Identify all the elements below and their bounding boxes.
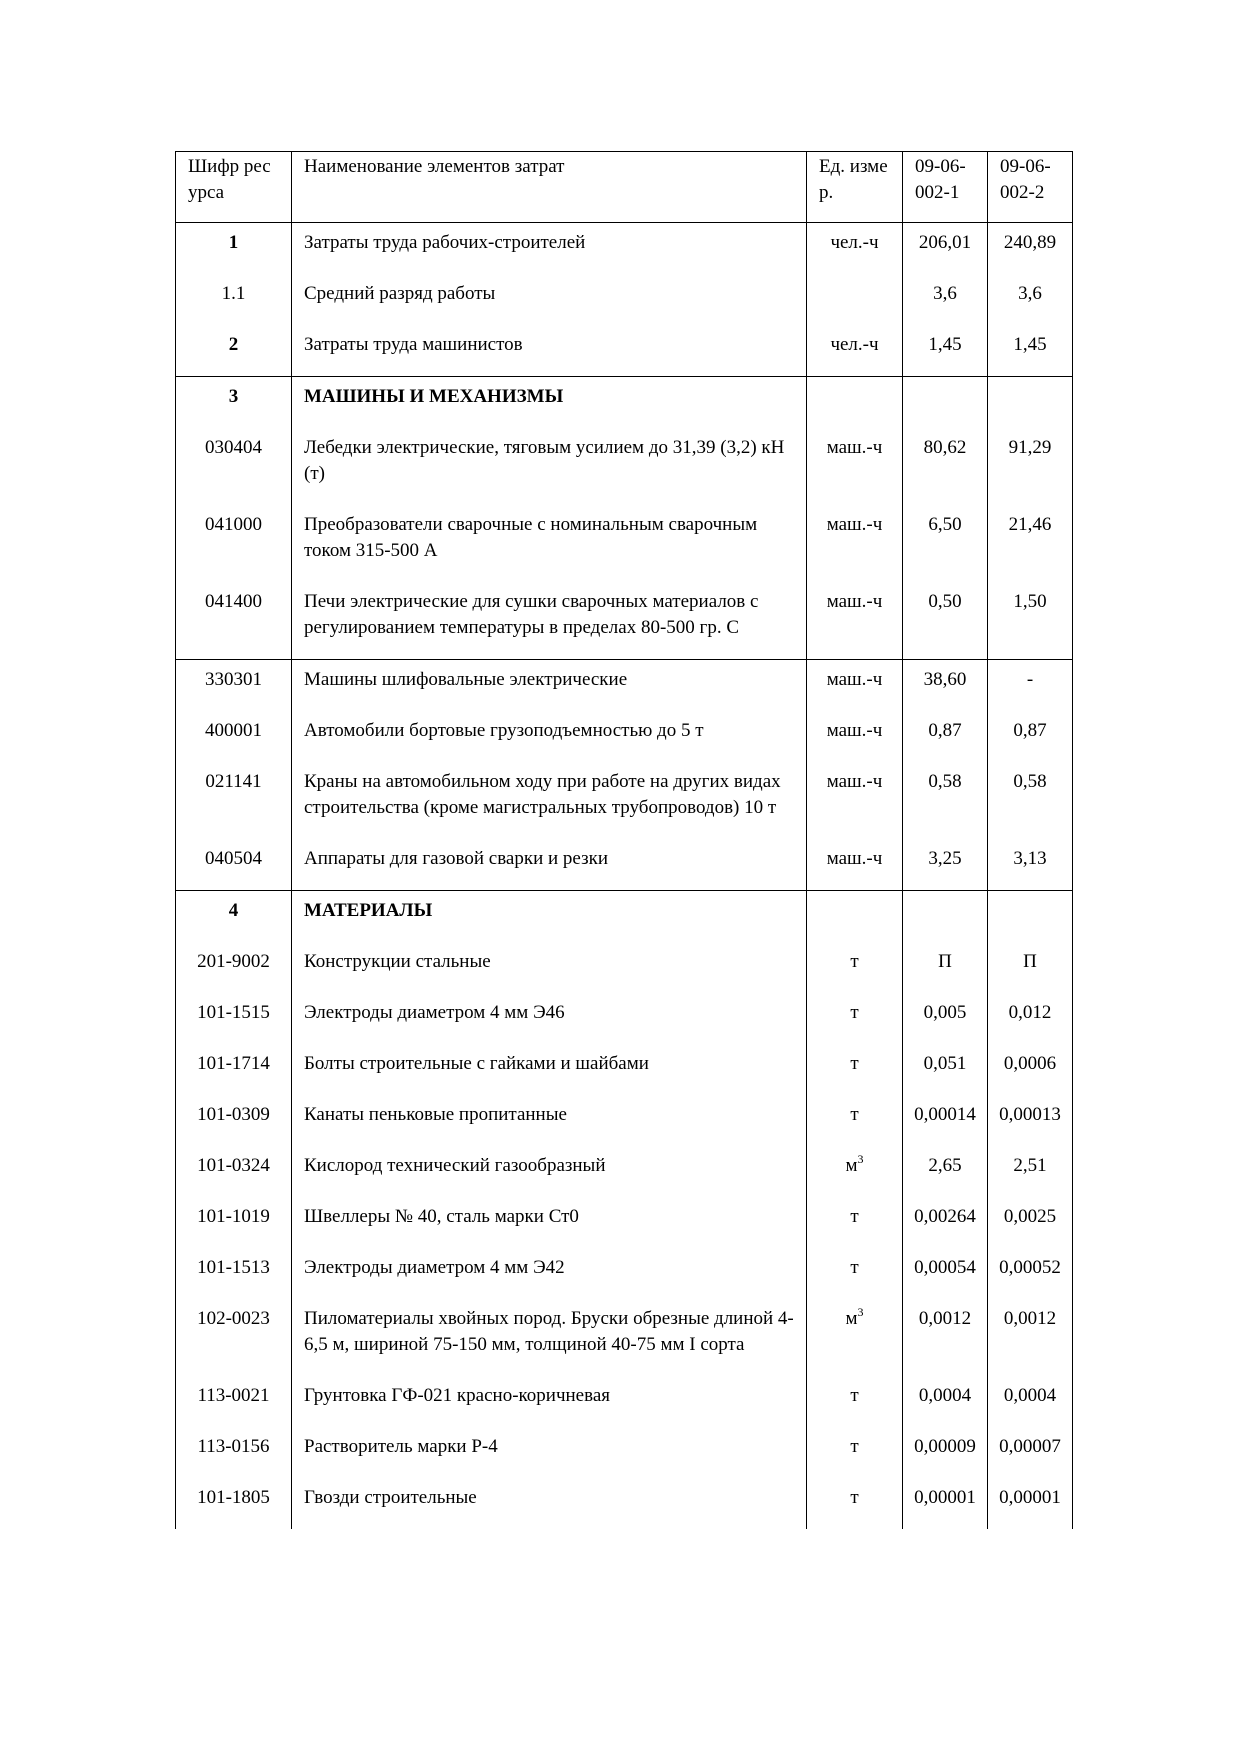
resource-unit-text: т (850, 1436, 859, 1457)
resource-code (176, 711, 292, 762)
resource-unit-text: маш.-ч (826, 720, 883, 741)
resource-code-text: 021141 (205, 771, 262, 792)
value-col2 (988, 1427, 1073, 1478)
value-col2 (988, 762, 1073, 839)
resource-unit-text: чел.-ч (830, 232, 879, 253)
resource-unit-text: чел.-ч (830, 334, 879, 355)
table-row (176, 762, 1073, 839)
value-col1-text: 0,00264 (914, 1206, 976, 1227)
resource-unit (807, 377, 903, 429)
value-col2-text: 0,012 (1008, 1002, 1052, 1023)
resource-code-text: 101-1805 (197, 1487, 270, 1508)
value-col1-text: 206,01 (918, 232, 972, 253)
value-col1-text: 0,00001 (914, 1487, 976, 1508)
resource-name-text: Краны на автомобильном ходу при работе на других видах строительства (кроме магистральных трубопроводов) 10 т (304, 771, 781, 818)
resource-unit-text: т (850, 1104, 859, 1125)
resource-code-text: 101-1714 (197, 1053, 270, 1074)
value-col2-text: 3,6 (1018, 283, 1042, 304)
resource-name (292, 377, 807, 429)
value-col2-text: 0,0025 (1003, 1206, 1057, 1227)
resource-code-text: 1 (228, 232, 239, 253)
value-col1 (903, 711, 988, 762)
resource-code (176, 1427, 292, 1478)
resource-unit (807, 505, 903, 582)
value-col2 (988, 582, 1073, 660)
value-col1-text: 2,65 (928, 1155, 962, 1176)
value-col1-text: 3,6 (933, 283, 957, 304)
value-col1 (903, 582, 988, 660)
resource-name (292, 1197, 807, 1248)
resource-name-text: МАТЕРИАЛЫ (304, 900, 433, 921)
resource-code (176, 942, 292, 993)
value-col2-text: 91,29 (1008, 437, 1052, 458)
value-col1 (903, 891, 988, 943)
value-col2 (988, 1146, 1073, 1197)
value-col1 (903, 839, 988, 891)
resource-unit (807, 1095, 903, 1146)
resource-name-text: Швеллеры № 40, сталь марки Ст0 (304, 1206, 579, 1227)
table-row (176, 1197, 1073, 1248)
value-col2-text: 0,58 (1013, 771, 1047, 792)
header-name: Наименование элементов затрат (292, 152, 807, 223)
value-col1-text: 1,45 (928, 334, 962, 355)
value-col1-text: П (938, 951, 952, 972)
resource-unit (807, 993, 903, 1044)
resource-unit (807, 711, 903, 762)
value-col2-text: 0,0006 (1003, 1053, 1057, 1074)
table-row (176, 711, 1073, 762)
resource-unit (807, 274, 903, 325)
resource-name (292, 582, 807, 660)
value-col2-text: 2,51 (1013, 1155, 1047, 1176)
resource-name-text: Канаты пеньковые пропитанные (304, 1104, 567, 1125)
value-col2-text: 3,13 (1013, 848, 1047, 869)
resource-unit (807, 1478, 903, 1529)
resource-code (176, 274, 292, 325)
value-col1 (903, 942, 988, 993)
resource-code (176, 1299, 292, 1376)
table-row (176, 660, 1073, 712)
resource-name (292, 891, 807, 943)
resource-unit (807, 839, 903, 891)
table-row (176, 1478, 1073, 1529)
resource-code-text: 102-0023 (197, 1308, 270, 1329)
value-col1 (903, 1197, 988, 1248)
resource-unit (807, 1427, 903, 1478)
value-col2 (988, 993, 1073, 1044)
table-row (176, 325, 1073, 377)
value-col2-text: 21,46 (1008, 514, 1052, 535)
resource-code (176, 1146, 292, 1197)
resource-table (175, 151, 1073, 1529)
value-col1 (903, 1044, 988, 1095)
resource-unit-text: маш.-ч (826, 514, 883, 535)
value-col2-text: 0,00052 (999, 1257, 1061, 1278)
resource-code (176, 1376, 292, 1427)
resource-name (292, 505, 807, 582)
resource-name (292, 1095, 807, 1146)
value-col2 (988, 1197, 1073, 1248)
resource-code-text: 101-0309 (197, 1104, 270, 1125)
resource-name (292, 1478, 807, 1529)
resource-name (292, 274, 807, 325)
resource-code-text: 1.1 (221, 283, 246, 304)
value-col2 (988, 325, 1073, 377)
value-col1-text: 0,00009 (914, 1436, 976, 1457)
value-col2-text: 0,0012 (1003, 1308, 1057, 1329)
value-col1-text: 0,00054 (914, 1257, 976, 1278)
table-row (176, 274, 1073, 325)
resource-code-text: 201-9002 (197, 951, 270, 972)
value-col1 (903, 1146, 988, 1197)
value-col2 (988, 505, 1073, 582)
value-col2 (988, 942, 1073, 993)
table-row (176, 1095, 1073, 1146)
resource-code (176, 1478, 292, 1529)
resource-code (176, 891, 292, 943)
value-col1-text: 0,051 (923, 1053, 967, 1074)
resource-name-text: Грунтовка ГФ-021 красно-коричневая (304, 1385, 611, 1406)
resource-code (176, 993, 292, 1044)
resource-name-text: Болты строительные с гайками и шайбами (304, 1053, 649, 1074)
value-col2-text: 1,50 (1013, 591, 1047, 612)
value-col2 (988, 660, 1073, 712)
resource-name (292, 1044, 807, 1095)
value-col1 (903, 325, 988, 377)
value-col2 (988, 377, 1073, 429)
resource-code (176, 1095, 292, 1146)
resource-name (292, 839, 807, 891)
resource-unit-text: маш.-ч (826, 437, 883, 458)
resource-name-text: Затраты труда рабочих-строителей (304, 232, 586, 253)
resource-code (176, 1197, 292, 1248)
resource-name (292, 1248, 807, 1299)
resource-unit-text: маш.-ч (826, 771, 883, 792)
unit-superscript: 3 (857, 1152, 864, 1166)
resource-unit-text: маш.-ч (826, 591, 883, 612)
resource-code-text: 101-1513 (197, 1257, 270, 1278)
resource-code (176, 582, 292, 660)
resource-unit (807, 942, 903, 993)
value-col2 (988, 428, 1073, 505)
resource-code-text: 2 (228, 334, 239, 355)
resource-code (176, 505, 292, 582)
header-col2: 09-06-002-2 (988, 152, 1073, 223)
resource-name (292, 1299, 807, 1376)
value-col1-text: 6,50 (928, 514, 962, 535)
resource-name (292, 993, 807, 1044)
value-col1 (903, 660, 988, 712)
value-col1 (903, 428, 988, 505)
value-col1 (903, 1478, 988, 1529)
resource-unit (807, 1044, 903, 1095)
resource-unit-text: м (845, 1308, 858, 1329)
value-col1 (903, 1376, 988, 1427)
resource-code-text: 400001 (205, 720, 262, 741)
resource-unit (807, 582, 903, 660)
resource-unit (807, 660, 903, 712)
resource-code-text: 4 (228, 900, 239, 921)
header-unit: Ед. измер. (807, 152, 903, 223)
resource-code (176, 223, 292, 275)
resource-name (292, 711, 807, 762)
value-col1 (903, 1248, 988, 1299)
value-col2 (988, 1095, 1073, 1146)
header-code: Шифр ресурса (176, 152, 292, 223)
value-col2 (988, 1478, 1073, 1529)
table-row (176, 582, 1073, 660)
resource-name-text: Аппараты для газовой сварки и резки (304, 848, 608, 869)
resource-name-text: Кислород технический газообразный (304, 1155, 606, 1176)
resource-code-text: 040504 (205, 848, 262, 869)
resource-name-text: Автомобили бортовые грузоподъемностью до 5 т (304, 720, 704, 741)
resource-unit (807, 1197, 903, 1248)
table-row (176, 505, 1073, 582)
resource-name-text: Конструкции стальные (304, 951, 491, 972)
value-col1 (903, 762, 988, 839)
resource-name-text: Растворитель марки Р-4 (304, 1436, 498, 1457)
resource-code (176, 1044, 292, 1095)
resource-unit-text: маш.-ч (826, 669, 883, 690)
value-col1 (903, 505, 988, 582)
value-col1-text: 0,87 (928, 720, 962, 741)
value-col1-text: 80,62 (923, 437, 967, 458)
table-row (176, 1376, 1073, 1427)
value-col2-text: 0,0004 (1003, 1385, 1057, 1406)
unit-superscript: 3 (857, 1305, 864, 1319)
resource-code (176, 1248, 292, 1299)
resource-unit (807, 325, 903, 377)
value-col2-text: 0,00001 (999, 1487, 1061, 1508)
resource-code-text: 041000 (205, 514, 262, 535)
value-col1-text: 0,00014 (914, 1104, 976, 1125)
header-col1: 09-06-002-1 (903, 152, 988, 223)
resource-name-text: Затраты труда машинистов (304, 334, 523, 355)
resource-name (292, 1427, 807, 1478)
table-header-row (176, 152, 1073, 223)
resource-name-text: Электроды диаметром 4 мм Э46 (304, 1002, 565, 1023)
table-row (176, 223, 1073, 275)
resource-name (292, 223, 807, 275)
resource-code-text: 041400 (205, 591, 262, 612)
resource-unit-text: т (850, 1487, 859, 1508)
table-row (176, 942, 1073, 993)
resource-code-text: 101-1019 (197, 1206, 270, 1227)
value-col2 (988, 839, 1073, 891)
resource-name-text: Электроды диаметром 4 мм Э42 (304, 1257, 565, 1278)
resource-unit (807, 1376, 903, 1427)
value-col1 (903, 1427, 988, 1478)
value-col1-text: 0,0012 (918, 1308, 972, 1329)
resource-code-text: 101-1515 (197, 1002, 270, 1023)
value-col1 (903, 223, 988, 275)
resource-name (292, 1376, 807, 1427)
resource-unit (807, 1299, 903, 1376)
resource-code (176, 762, 292, 839)
value-col2-text: 1,45 (1013, 334, 1047, 355)
resource-code-text: 330301 (205, 669, 262, 690)
resource-code (176, 377, 292, 429)
value-col2 (988, 223, 1073, 275)
resource-unit-text: т (850, 1385, 859, 1406)
table-row (176, 839, 1073, 891)
resource-name (292, 325, 807, 377)
resource-code (176, 839, 292, 891)
value-col1-text: 38,60 (923, 669, 967, 690)
resource-code-text: 3 (228, 386, 239, 407)
table-row (176, 1044, 1073, 1095)
resource-unit (807, 762, 903, 839)
table-row (176, 1146, 1073, 1197)
value-col2-text: П (1023, 951, 1037, 972)
value-col1 (903, 274, 988, 325)
table-row (176, 1427, 1073, 1478)
value-col2-text: 0,00013 (999, 1104, 1061, 1125)
value-col1 (903, 1299, 988, 1376)
table-row (176, 1248, 1073, 1299)
resource-unit-text: маш.-ч (826, 848, 883, 869)
table-body (176, 223, 1073, 1530)
table-row (176, 993, 1073, 1044)
value-col2-text: 0,87 (1013, 720, 1047, 741)
table-row (176, 891, 1073, 943)
resource-unit (807, 1248, 903, 1299)
value-col2 (988, 1376, 1073, 1427)
resource-name (292, 762, 807, 839)
resource-code-text: 030404 (205, 437, 262, 458)
value-col1 (903, 1095, 988, 1146)
resource-unit-text: м (845, 1155, 858, 1176)
resource-name-text: Печи электрические для сушки сварочных материалов с регулированием температуры в пределах 80-500 гр. С (304, 591, 759, 638)
value-col2 (988, 274, 1073, 325)
resource-code-text: 101-0324 (197, 1155, 270, 1176)
resource-unit (807, 223, 903, 275)
value-col1-text: 0,50 (928, 591, 962, 612)
resource-name-text: Машины шлифовальные электрические (304, 669, 628, 690)
resource-code-text: 113-0021 (197, 1385, 270, 1406)
resource-table-page (175, 151, 1072, 1529)
resource-unit (807, 1146, 903, 1197)
resource-unit-text: т (850, 1002, 859, 1023)
resource-name-text: МАШИНЫ И МЕХАНИЗМЫ (304, 386, 564, 407)
value-col2 (988, 1299, 1073, 1376)
resource-name-text: Пиломатериалы хвойных пород. Бруски обрезные длиной 4-6,5 м, шириной 75-150 мм, толщиной 40-75 мм I сорта (304, 1308, 794, 1355)
resource-name (292, 428, 807, 505)
value-col2 (988, 711, 1073, 762)
resource-name-text: Средний разряд работы (304, 283, 496, 304)
resource-unit-text: т (850, 1257, 859, 1278)
value-col1 (903, 993, 988, 1044)
value-col2-text: 0,00007 (999, 1436, 1061, 1457)
value-col1-text: 0,005 (923, 1002, 967, 1023)
resource-name (292, 942, 807, 993)
table-row (176, 1299, 1073, 1376)
resource-code-text: 113-0156 (197, 1436, 270, 1457)
value-col1-text: 3,25 (928, 848, 962, 869)
resource-name-text: Гвозди строительные (304, 1487, 477, 1508)
value-col1 (903, 377, 988, 429)
value-col2 (988, 1044, 1073, 1095)
resource-name (292, 660, 807, 712)
table-row (176, 377, 1073, 429)
value-col2-text: - (1026, 669, 1034, 690)
resource-code (176, 325, 292, 377)
resource-code (176, 660, 292, 712)
resource-code (176, 428, 292, 505)
resource-name-text: Преобразователи сварочные с номинальным сварочным током 315-500 А (304, 514, 758, 561)
table-row (176, 428, 1073, 505)
resource-unit-text: т (850, 1206, 859, 1227)
resource-name (292, 1146, 807, 1197)
resource-name-text: Лебедки электрические, тяговым усилием до 31,39 (3,2) кН (т) (304, 437, 785, 484)
resource-unit-text: т (850, 1053, 859, 1074)
value-col2-text: 240,89 (1003, 232, 1057, 253)
value-col2 (988, 1248, 1073, 1299)
value-col1-text: 0,58 (928, 771, 962, 792)
resource-unit (807, 891, 903, 943)
resource-unit-text: т (850, 951, 859, 972)
value-col1-text: 0,0004 (918, 1385, 972, 1406)
resource-unit (807, 428, 903, 505)
value-col2 (988, 891, 1073, 943)
